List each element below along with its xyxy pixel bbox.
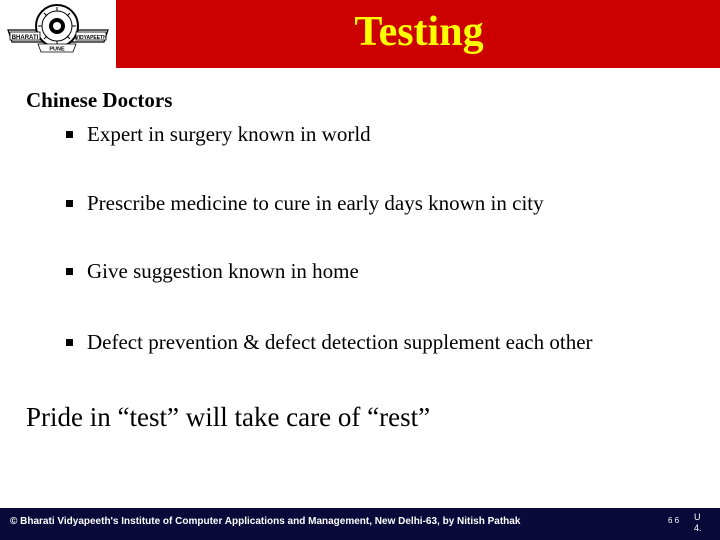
bullet-square-icon <box>66 339 73 346</box>
quote-text: Pride in “test” will take care of “rest” <box>26 402 431 432</box>
bullet-square-icon <box>66 200 73 207</box>
bullet-item <box>66 191 544 216</box>
bullet-item <box>66 122 371 147</box>
logo-left-text: BHARATI <box>11 35 39 41</box>
bullet-item <box>66 330 593 355</box>
logo <box>0 0 118 68</box>
logo-bottom-text: PUNE <box>49 46 65 53</box>
page-suffix: U 4. <box>694 512 702 533</box>
bharati-vidyapeeth-logo-icon <box>0 0 116 68</box>
page-number: 6 6 <box>668 516 680 525</box>
bullet-text: Give suggestion known in home <box>87 259 359 283</box>
bullet-text: Defect prevention & defect detection supplement each other <box>87 330 593 354</box>
bullet-text: Expert in surgery known in world <box>87 122 371 146</box>
bullet-square-icon <box>66 268 73 275</box>
footer-copyright: © Bharati Vidyapeeth's Institute of Computer Applications and Management, New Delhi-63, by Nitish Pathak <box>10 516 521 527</box>
bullet-square-icon <box>66 131 73 138</box>
logo-right-text: VIDYAPEETH <box>75 35 107 41</box>
bullet-item <box>66 259 359 284</box>
bullet-text: Prescribe medicine to cure in early days known in city <box>87 191 544 215</box>
section-heading: Chinese Doctors <box>26 88 173 112</box>
page-title: Testing <box>354 9 484 55</box>
